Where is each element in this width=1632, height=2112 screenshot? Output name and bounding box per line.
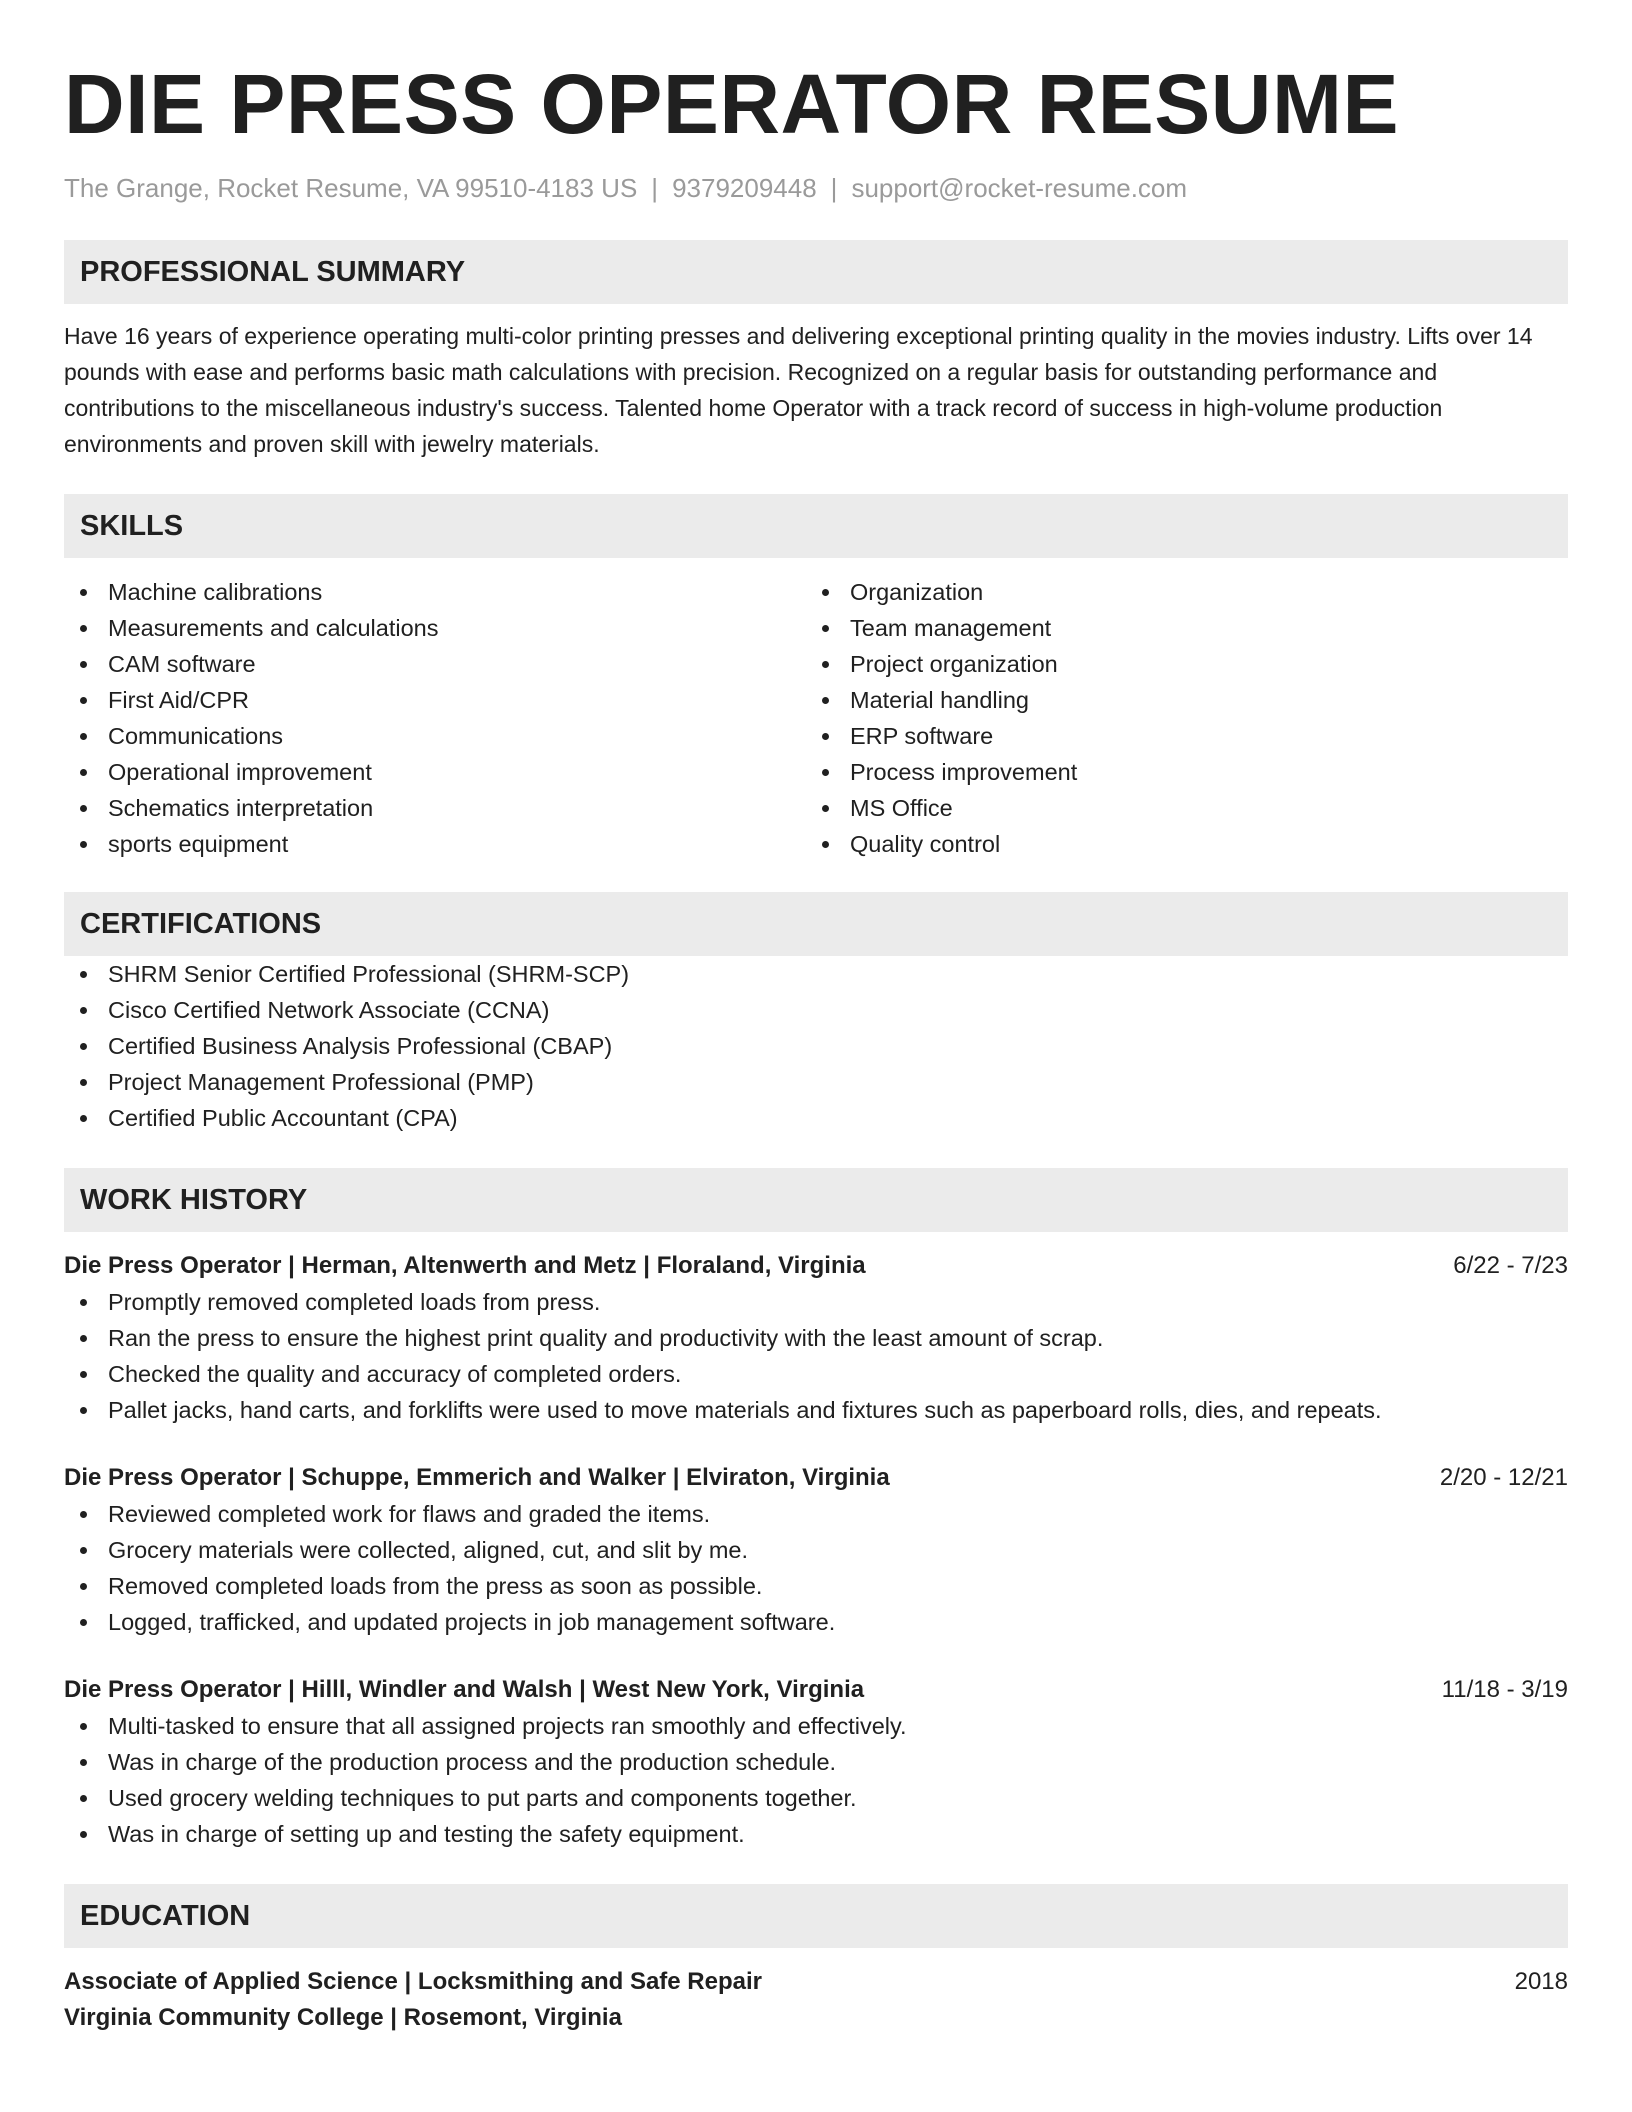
job-duties-list [64,1496,1568,1640]
education-header [64,1964,1568,2000]
job-header [64,1248,1568,1284]
job-title: Die Press Operator | Hilll, Windler and Walsh | West New York, Virginia [64,1676,865,1703]
job-duty-item: Used grocery welding techniques to put parts and components together. [64,1780,1568,1816]
contact-phone[interactable]: 9379209448 [672,173,817,203]
skills-section [64,494,1568,862]
work-history-heading: WORK HISTORY [64,1168,1568,1232]
job-duty-item: Removed completed loads from the press as soon as possible. [64,1568,1568,1604]
skills-list-left [64,574,806,862]
job-dates: 11/18 - 3/19 [1441,1676,1568,1703]
job-entry [64,1248,1568,1428]
skill-item: sports equipment [64,826,806,862]
certification-item: Project Management Professional (PMP) [64,1064,1568,1100]
education-school: Virginia Community College | Rosemont, Virginia [64,2004,622,2031]
skill-item: Process improvement [806,754,1548,790]
skill-item: Organization [806,574,1548,610]
education-section [64,1884,1568,2036]
certification-item: Certified Business Analysis Professional (CBAP) [64,1028,1568,1064]
certification-item: Certified Public Accountant (CPA) [64,1100,1568,1136]
skill-item: Team management [806,610,1548,646]
job-duty-item: Was in charge of the production process and the production schedule. [64,1744,1568,1780]
job-duty-item: Checked the quality and accuracy of completed orders. [64,1356,1568,1392]
skill-item: First Aid/CPR [64,682,806,718]
skill-item: Material handling [806,682,1548,718]
summary-heading: PROFESSIONAL SUMMARY [64,240,1568,304]
job-duty-item: Promptly removed completed loads from press. [64,1284,1568,1320]
job-header [64,1672,1568,1708]
summary-text: Have 16 years of experience operating multi-color printing presses and delivering exceptional printing quality in the movies industry. Lifts over 14 pounds with ease and performs basic math calculations with precision. Recognized on a regular basis for outstanding performance and contributions to the miscellaneous industry's success. Talented home Operator with a track record of success in high-volume production environments and proven skill with jewelry materials. [64,323,1533,457]
job-duty-item: Grocery materials were collected, aligned, cut, and slit by me. [64,1532,1568,1568]
certifications-section [64,892,1568,1136]
education-degree: Associate of Applied Science | Locksmithing and Safe Repair [64,1968,763,1995]
skill-item: Schematics interpretation [64,790,806,826]
skill-item: MS Office [806,790,1548,826]
certification-item: SHRM Senior Certified Professional (SHRM-SCP) [64,956,1568,992]
contact-address: The Grange, Rocket Resume, VA 99510-4183 US [64,173,638,203]
job-entry [64,1672,1568,1852]
job-entry [64,1460,1568,1640]
skill-item: Operational improvement [64,754,806,790]
skills-columns [64,574,1568,862]
contact-line [64,160,1568,216]
resume-title: DIE PRESS OPERATOR RESUME [64,57,1399,151]
job-duty-item: Multi-tasked to ensure that all assigned projects ran smoothly and effectively. [64,1708,1568,1744]
job-title: Die Press Operator | Herman, Altenwerth and Metz | Floraland, Virginia [64,1252,866,1279]
skill-item: ERP software [806,718,1548,754]
education-entry [64,1964,1568,2036]
job-duty-item: Reviewed completed work for flaws and graded the items. [64,1496,1568,1532]
skills-heading: SKILLS [64,494,1568,558]
education-year: 2018 [1514,1968,1568,1995]
job-duties-list [64,1284,1568,1428]
job-duties-list [64,1708,1568,1852]
education-heading: EDUCATION [64,1884,1568,1948]
resume-page [64,0,1568,2036]
skills-list-right [806,574,1548,862]
job-duty-item: Pallet jacks, hand carts, and forklifts were used to move materials and fixtures such as paperboard rolls, dies, and repeats. [64,1392,1568,1428]
job-dates: 6/22 - 7/23 [1453,1252,1568,1279]
job-duty-item: Was in charge of setting up and testing the safety equipment. [64,1816,1568,1852]
summary-section [64,240,1568,462]
skill-item: Communications [64,718,806,754]
certification-item: Cisco Certified Network Associate (CCNA) [64,992,1568,1028]
job-title: Die Press Operator | Schuppe, Emmerich and Walker | Elviraton, Virginia [64,1464,890,1491]
skill-item: Machine calibrations [64,574,806,610]
contact-separator: | [651,173,659,203]
skill-item: Measurements and calculations [64,610,806,646]
certifications-list [64,956,1568,1136]
job-header [64,1460,1568,1496]
job-dates: 2/20 - 12/21 [1439,1464,1568,1491]
certifications-heading: CERTIFICATIONS [64,892,1568,956]
job-duty-item: Logged, trafficked, and updated projects in job management software. [64,1604,1568,1640]
skill-item: Project organization [806,646,1548,682]
contact-separator: | [830,173,838,203]
work-history-section [64,1168,1568,1852]
job-duty-item: Ran the press to ensure the highest print quality and productivity with the least amount of scrap. [64,1320,1568,1356]
skill-item: CAM software [64,646,806,682]
contact-email[interactable]: support@rocket-resume.com [851,173,1188,203]
skill-item: Quality control [806,826,1548,862]
